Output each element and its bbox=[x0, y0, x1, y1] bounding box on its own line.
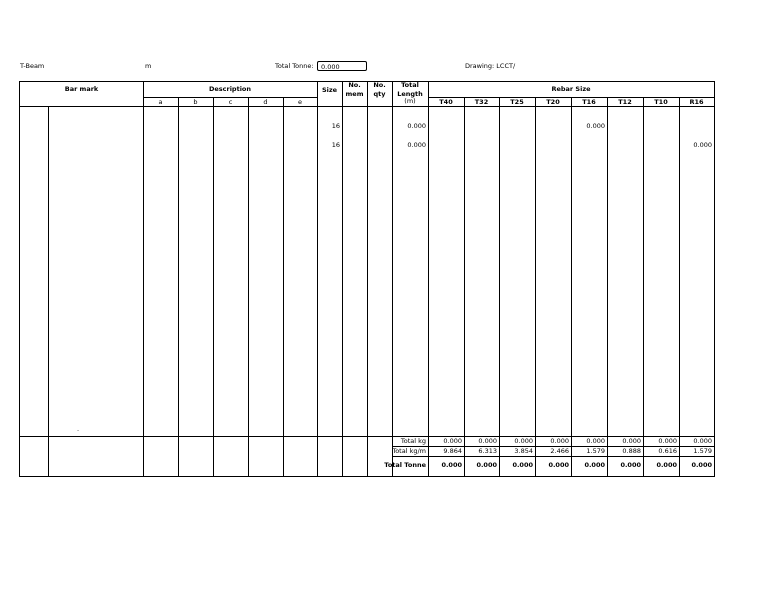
grid-v bbox=[643, 97, 644, 477]
total-tonne-value: 0.000 bbox=[548, 461, 569, 469]
grid-v bbox=[571, 97, 572, 477]
grid-v bbox=[607, 97, 608, 477]
total-kg-label: Total kg bbox=[400, 437, 426, 445]
total-kg-value: 0.000 bbox=[443, 437, 462, 445]
member-type: T-Beam bbox=[20, 62, 45, 70]
grid-v bbox=[178, 97, 179, 477]
total-kg-value: 0.000 bbox=[478, 437, 497, 445]
total-kgm-value: 6.313 bbox=[478, 447, 497, 455]
drawing-label: Drawing: LCCT/ bbox=[465, 62, 516, 70]
total-tonne-value: 0.000 bbox=[512, 461, 533, 469]
unit-label: m bbox=[145, 62, 152, 70]
row-size: 16 bbox=[331, 141, 340, 149]
grid-v bbox=[679, 97, 680, 477]
rebar-col-t32: T32 bbox=[474, 98, 489, 106]
rebar-col-t12: T12 bbox=[618, 98, 632, 106]
total-tonne-value: 0.000 bbox=[656, 461, 677, 469]
row-rebar-value: 0.000 bbox=[586, 122, 605, 130]
total-kg-value: 0.000 bbox=[550, 437, 569, 445]
col-size: Size bbox=[321, 86, 338, 94]
grid-v bbox=[464, 97, 465, 477]
grid-v bbox=[283, 97, 284, 477]
row-total-length: 0.000 bbox=[407, 141, 426, 149]
grid-total-kgm bbox=[392, 456, 715, 457]
total-kgm-value: 3.854 bbox=[514, 447, 533, 455]
row-total-length: 0.000 bbox=[407, 122, 426, 130]
desc-sub-b: b bbox=[193, 98, 198, 106]
total-kgm-value: 1.579 bbox=[693, 447, 712, 455]
total-kgm-value: 9.864 bbox=[443, 447, 462, 455]
total-kgm-label: Total kg/m bbox=[392, 447, 426, 455]
desc-sub-c: c bbox=[228, 98, 233, 106]
rebar-col-t25: T25 bbox=[510, 98, 524, 106]
total-tonne-value: 0.000 bbox=[476, 461, 497, 469]
total-tonne-value: 0.000 bbox=[584, 461, 605, 469]
rebar-col-r16: R16 bbox=[689, 98, 704, 106]
desc-sub-d: d bbox=[263, 98, 268, 106]
grid-v bbox=[499, 97, 500, 477]
grid-v bbox=[342, 81, 343, 477]
total-tonne-value: 0.000 bbox=[620, 461, 641, 469]
total-tonne-value: 0.000 bbox=[441, 461, 462, 469]
grid-v bbox=[428, 81, 429, 477]
grid-left bbox=[19, 81, 20, 477]
total-kg-value: 0.000 bbox=[693, 437, 712, 445]
desc-sub-a: a bbox=[158, 98, 163, 106]
total-kg-value: 0.000 bbox=[514, 437, 533, 445]
total-kgm-value: 1.579 bbox=[586, 447, 605, 455]
total-tonne-field[interactable]: 0.000 bbox=[317, 61, 367, 71]
row-size: 16 bbox=[331, 122, 340, 130]
grid-v bbox=[48, 106, 49, 477]
col-total-length-1: Total bbox=[401, 81, 419, 89]
rebar-col-t40: T40 bbox=[439, 98, 453, 106]
grid-v bbox=[213, 97, 214, 477]
col-total-length-unit: (m) bbox=[404, 97, 416, 105]
row-rebar-value: 0.000 bbox=[693, 141, 712, 149]
rebar-col-t16: T16 bbox=[582, 98, 596, 106]
rebar-col-t10: T10 bbox=[654, 98, 668, 106]
total-kgm-value: 2.466 bbox=[550, 447, 569, 455]
total-tonne-value: 0.000 bbox=[691, 461, 712, 469]
grid-v bbox=[535, 97, 536, 477]
total-kg-value: 0.000 bbox=[586, 437, 605, 445]
grid-v bbox=[248, 97, 249, 477]
grid-v bbox=[367, 81, 368, 477]
total-kgm-value: 0.888 bbox=[622, 447, 641, 455]
total-kg-value: 0.000 bbox=[658, 437, 677, 445]
col-no-mem-2: mem bbox=[345, 90, 364, 98]
grid-right bbox=[714, 81, 715, 477]
col-no-mem-1: No. bbox=[348, 81, 361, 89]
total-kg-value: 0.000 bbox=[622, 437, 641, 445]
total-kgm-value: 0.616 bbox=[658, 447, 677, 455]
col-no-qty-1: No. bbox=[373, 81, 386, 89]
col-description: Description bbox=[208, 85, 252, 93]
stray-dot: . bbox=[77, 425, 80, 433]
col-total-length-2: Length bbox=[397, 90, 423, 98]
col-bar-mark: Bar mark bbox=[64, 85, 99, 93]
total-tonne-label: Total Tonne bbox=[384, 461, 426, 469]
total-tonne-label: Total Tonne: bbox=[275, 62, 314, 70]
rebar-col-t20: T20 bbox=[546, 98, 560, 106]
desc-sub-e: e bbox=[298, 98, 302, 106]
col-rebar-size: Rebar Size bbox=[551, 85, 591, 93]
col-no-qty-2: qty bbox=[373, 90, 386, 98]
grid-v bbox=[143, 81, 144, 477]
